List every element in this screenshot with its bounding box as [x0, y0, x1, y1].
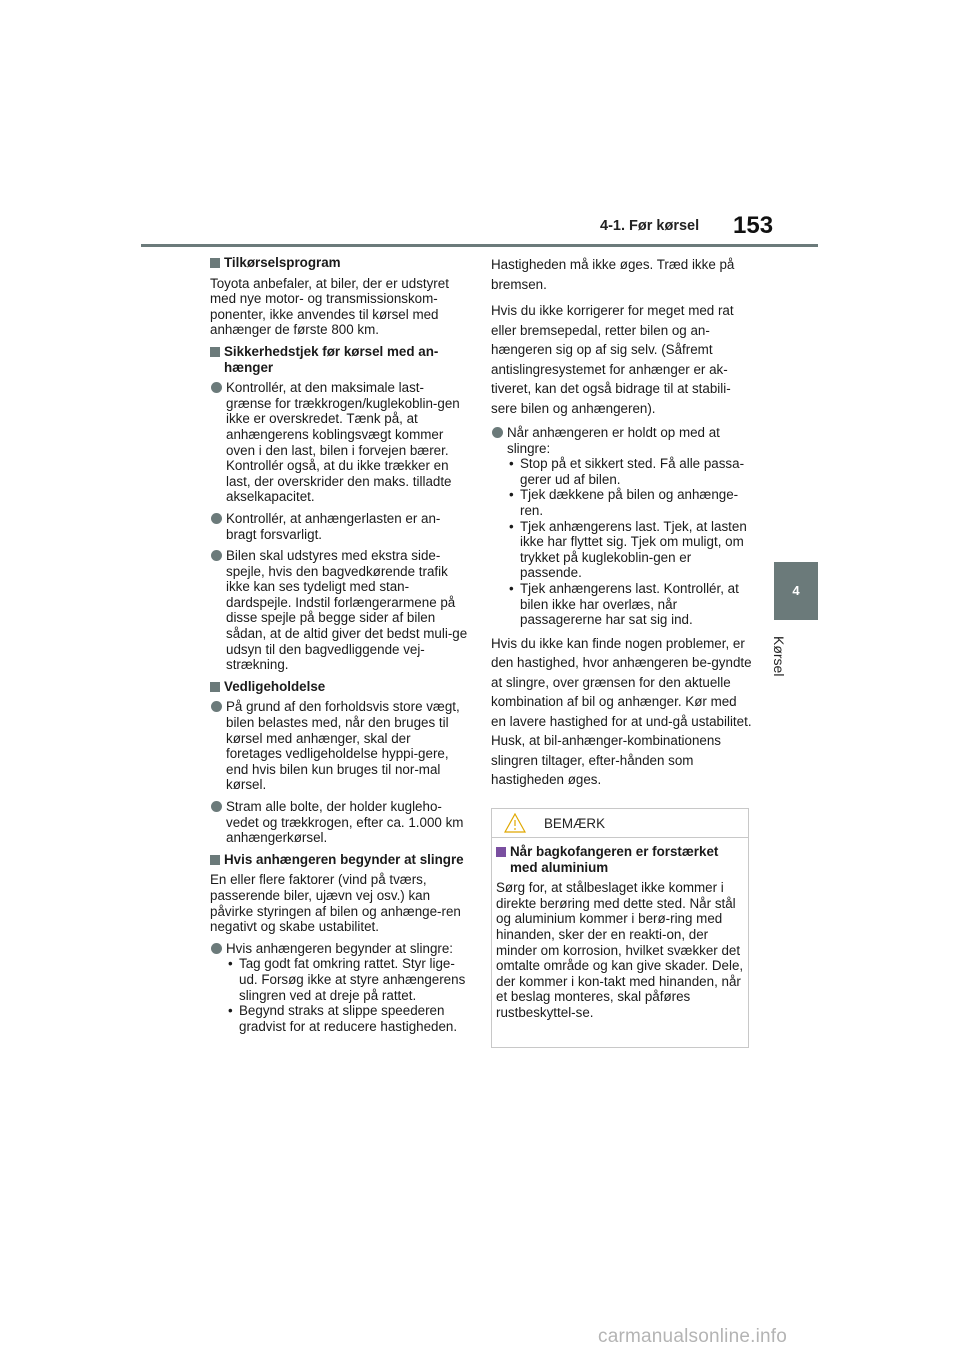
chapter-label [771, 636, 806, 696]
bullet-text: Stram alle bolte, der holder kugleho-vedet og trækkrogen, efter ca. 1.000 km anhængerkørsel. [226, 799, 464, 846]
bullet-item [491, 425, 753, 628]
chapter-label-text: Kørsel [771, 636, 787, 677]
dot-bullet-icon: • [509, 580, 514, 596]
heading-text: Vedligeholdelse [224, 678, 326, 694]
dot-bullet-icon: • [509, 456, 514, 472]
dash-text: Stop på et sikkert sted. Få alle passa-gerer ud af bilen. [520, 456, 745, 487]
circle-bullet-icon [211, 943, 222, 954]
dash-text: Begynd straks at slippe speederen gradvist for at reducere hastigheden. [239, 1003, 458, 1034]
bullet-text: Bilen skal udstyres med ekstra side-spejle, hvis den bagvedkørende trafik ikke kan ses tydeligt med stan-dardspejle. Indstil forlængerarmene på disse spejle på begge sider af bilen sådan, at de altid giver det bedst muli-ge udsyn til den bagvedliggende vej-strækning. [226, 548, 468, 673]
notice-title: BEMÆRK [544, 816, 606, 831]
dash-text: Tjek dækkene på bilen og anhænge-ren. [520, 487, 739, 518]
dash-text: Tjek anhængerens last. Tjek, at lasten ikke har flyttet sig. Tjek om muligt, om trykket på kuglekoblin-gen er passende. [520, 518, 747, 581]
notice-heading [496, 844, 744, 875]
notice-box [491, 808, 749, 1048]
dot-bullet-icon: • [509, 518, 514, 534]
dash-item [507, 519, 753, 581]
dash-item [507, 487, 753, 518]
square-bullet-icon [210, 347, 220, 357]
paragraph: Hvis du ikke kan finde nogen problemer, er den hastighed, hvor anhængeren be-gyndte at slingre, over grænsen for den aktuelle kombination af bil og anhænger. Kør med en lavere hastighed for at und-gå ustabilitet. Husk, at bil-anhænger-kombinationens slingren tiltager, efter-hånden som hastigheden øges. [491, 635, 752, 788]
notice-text: Sørg for, at stålbeslaget ikke kommer i direkte berøring med dette sted. Når stål og aluminium kommer i berø-ring med hinanden, sker der en reakti-on, der minder om korrosion, hvilket svækker det omtalte område og kan give skader. Dele, der kommer i kon-takt med hinanden, når et beslag monteres, skal påføres rustbeskyttel-se. [496, 880, 744, 1020]
section-title: 4-1. Før kørsel [600, 218, 700, 234]
chapter-tab: 4 [774, 562, 818, 620]
bullet-text: Kontrollér, at den maksimale last-grænse for trækkrogen/kuglekoblin-gen ikke er overskredet. Tænk på, at anhængerens koblingsvægt kommer oven i den last, bilen i forvejen bærer. Kontrollér også, at du ikke trækker en last, der overskrider den maks. tilladte akselkapacitet. [226, 380, 460, 505]
dash-text: Tjek anhængerens last. Kontrollér, at bilen ikke har overlæs, når passagererne har sat sig ind. [520, 580, 739, 628]
bullet-item [210, 511, 468, 542]
circle-bullet-icon [211, 550, 222, 561]
bullet-item [210, 548, 468, 673]
paragraph: En eller flere faktorer (vind på tværs, passerende biler, ujævn vej osv.) kan påvirke styringen af bilen og anhænge-ren negativt og skabe ustabilitet. [210, 872, 461, 935]
bullet-item [210, 941, 468, 1035]
square-bullet-icon [210, 258, 220, 268]
notice-body [496, 844, 744, 1027]
square-bullet-icon [496, 847, 506, 857]
heading-text: Sikkerhedstjek før kørsel med an-hænger [224, 343, 439, 375]
warning-icon [504, 813, 526, 833]
heading-text: Tilkørselsprogram [224, 255, 341, 270]
square-bullet-icon [210, 682, 220, 692]
heading-sway [210, 852, 468, 868]
bullet-item [210, 799, 468, 846]
heading-maintenance [210, 679, 468, 695]
bullet-text: Kontrollér, at anhængerlasten er an-bragt forsvarligt. [226, 510, 441, 542]
paragraph: Toyota anbefaler, at biler, der er udstyret med nye motor- og transmissionskom-ponenter, ikke anvendes til kørsel med anhænger de første 800 km. [210, 275, 449, 338]
circle-bullet-icon [492, 427, 503, 438]
dash-text: Tag godt fat omkring rattet. Styr lige-ud. Forsøg ikke at styre anhængerens slingren ved at dreje på rattet. [239, 956, 466, 1003]
dash-item [507, 456, 753, 487]
circle-bullet-icon [211, 801, 222, 812]
dash-item [507, 581, 753, 628]
bullet-item [210, 699, 468, 793]
heading-safety-check [210, 344, 468, 375]
heading-text: Hvis anhængeren begynder at slingre [224, 851, 464, 867]
right-column [491, 255, 753, 797]
bullet-text: På grund af den forholdsvis store vægt, bilen belastes med, når den bruges til kørsel med anhænger, skal der foretages vedligeholdelse hyppi-gere, end hvis bilen kun bruges til nor-mal kørsel. [226, 699, 460, 793]
dot-bullet-icon: • [509, 487, 514, 503]
dash-item [226, 956, 468, 1003]
circle-bullet-icon [211, 701, 222, 712]
page-number: 153 [733, 212, 774, 239]
dot-bullet-icon: • [228, 1003, 233, 1019]
dash-item [226, 1003, 468, 1034]
bullet-text: Hvis anhængeren begynder at slingre: [226, 940, 454, 956]
square-bullet-icon [210, 855, 220, 865]
notice-header [492, 809, 748, 838]
circle-bullet-icon [211, 513, 222, 524]
bullet-text: Når anhængeren er holdt op med at slingre: [507, 425, 720, 456]
dot-bullet-icon: • [228, 956, 233, 972]
circle-bullet-icon [211, 382, 222, 393]
left-column [210, 255, 468, 1040]
watermark: carmanualsonline.info [598, 1326, 788, 1347]
paragraph: Hvis du ikke korrigerer for meget med rat eller bremsepedal, retter bilen og an-hængeren sig op af sig selv. (Såfremt antislingresystemet for anhænger er ak-tiveret, kan det også bidrage til at stabili-sere bilen og anhængeren). [491, 303, 734, 416]
heading-text: Når bagkofangeren er forstærket med aluminium [510, 844, 719, 875]
heading-break-in [210, 255, 468, 271]
paragraph: Hastigheden må ikke øges. Træd ikke på bremsen. [491, 257, 735, 292]
header-divider [141, 244, 818, 247]
bullet-item [210, 380, 468, 505]
